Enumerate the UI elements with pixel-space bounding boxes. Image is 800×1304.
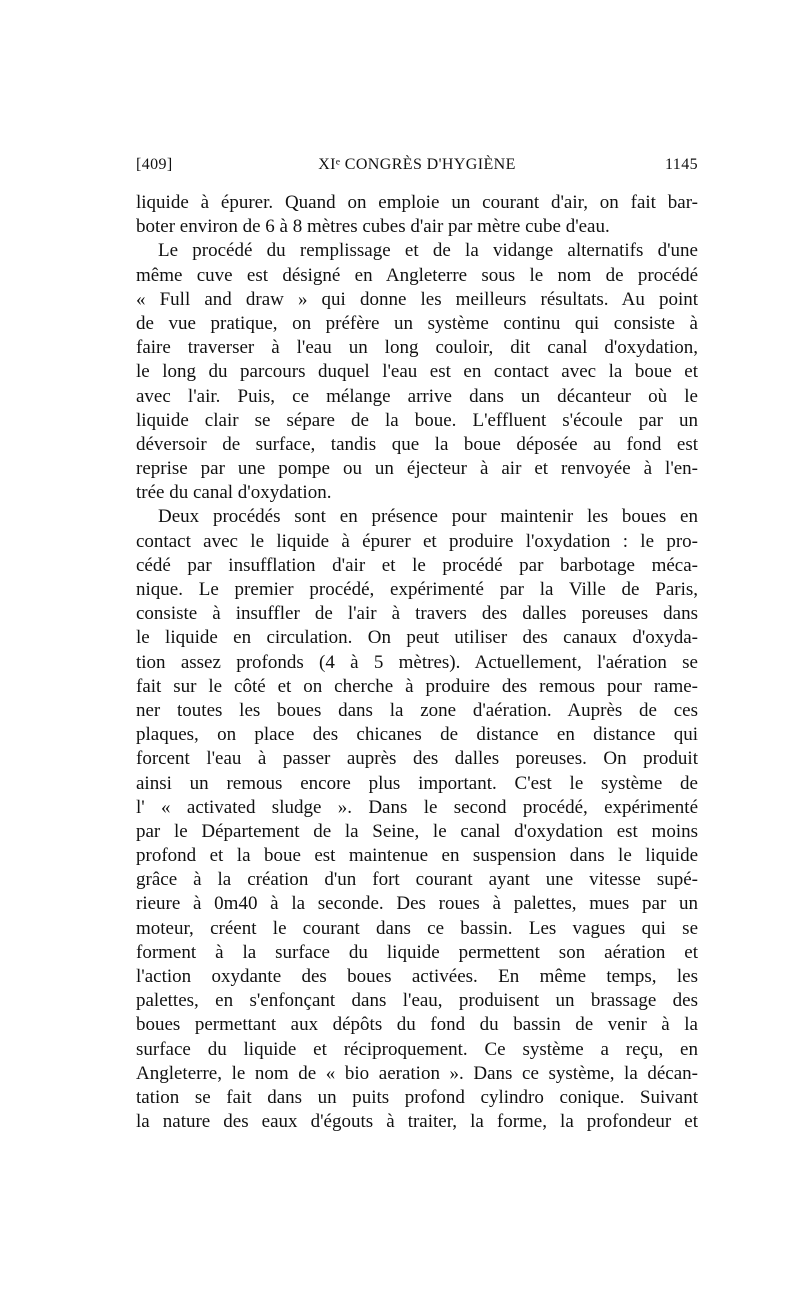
text-line: le liquide en circulation. On peut utiliser des canaux d'oxyda-	[136, 627, 698, 649]
text-line: avec l'air. Puis, ce mélange arrive dans un décanteur où le	[136, 385, 698, 407]
text-line: surface du liquide et réciproquement. Ce système a reçu, en	[136, 1038, 698, 1060]
text-line: ainsi un remous encore plus important. C'est le système de	[136, 772, 698, 794]
text-line: consiste à insuffler de l'air à travers des dalles poreuses dans	[136, 603, 698, 625]
text-line: l'action oxydante des boues activées. En même temps, les	[136, 966, 698, 987]
text-line: plaques, on place des chicanes de distance en distance qui	[136, 724, 698, 746]
text-line: grâce à la création d'un fort courant ayant une vitesse supé-	[136, 869, 698, 891]
text-line: forcent l'eau à passer auprès des dalles poreuses. On produit	[136, 748, 698, 770]
text-line: fait sur le côté et on cherche à produire des remous pour rame-	[136, 675, 698, 697]
text-line: trée du canal d'oxydation.	[136, 482, 332, 504]
text-line: cédé par insufflation d'air et le procédé par barbotage méca-	[136, 554, 698, 576]
running-header	[136, 156, 698, 180]
text-line: faire traverser à l'eau un long couloir, dit canal d'oxydation,	[136, 337, 698, 359]
text-line: contact avec le liquide à épurer et produire l'oxydation : le pro-	[136, 530, 698, 552]
text-line: palettes, en s'enfonçant dans l'eau, produisent un brassage des	[136, 990, 698, 1012]
text-line: Le procédé du remplissage et de la vidange alternatifs d'une	[158, 240, 698, 262]
text-line: déversoir de surface, tandis que la boue déposée au fond est	[136, 433, 698, 455]
text-line: même cuve est désigné en Angleterre sous le nom de procédé	[136, 264, 698, 286]
text-line: tation se fait dans un puits profond cylindro conique. Suivant	[136, 1086, 698, 1108]
body-text	[136, 191, 698, 1134]
text-line: forment à la surface du liquide permettent son aération et	[136, 941, 698, 963]
text-line: le long du parcours duquel l'eau est en contact avec la boue et	[136, 361, 698, 383]
text-line: l' « activated sludge ». Dans le second procédé, expérimenté	[136, 796, 698, 818]
text-line: Angleterre, le nom de « bio aeration ». Dans ce système, la décan-	[136, 1062, 698, 1084]
text-line: profond et la boue est maintenue en suspension dans le liquide	[136, 845, 698, 867]
page-number: 1145	[664, 156, 698, 173]
text-line: ner toutes les boues dans la zone d'aération. Auprès de ces	[136, 699, 698, 721]
text-line: de vue pratique, on préfère un système continu qui consiste à	[136, 312, 698, 334]
text-line: tion assez profonds (4 à 5 mètres). Actuellement, l'aération se	[136, 651, 698, 673]
text-line: reprise par une pompe ou un éjecteur à air et renvoyée à l'en-	[136, 458, 698, 480]
text-line: nique. Le premier procédé, expérimenté par la Ville de Paris,	[136, 579, 698, 600]
text-line: liquide à épurer. Quand on emploie un courant d'air, on fait bar-	[136, 192, 698, 213]
running-title: XIᵉ CONGRÈS D'HYGIÈNE	[318, 156, 516, 173]
text-line: la nature des eaux d'égouts à traiter, la forme, la profondeur et	[136, 1111, 698, 1133]
text-line: moteur, créent le courant dans ce bassin. Les vagues qui se	[136, 917, 698, 939]
text-line: « Full and draw » qui donne les meilleurs résultats. Au point	[136, 288, 698, 310]
text-line: par le Département de la Seine, le canal d'oxydation est moins	[136, 820, 698, 842]
text-line: boues permettant aux dépôts du fond du bassin de venir à la	[136, 1014, 698, 1036]
bracket-page-reference: [409]	[136, 156, 173, 173]
text-line: rieure à 0m40 à la seconde. Des roues à palettes, mues par un	[136, 893, 698, 915]
text-line: Deux procédés sont en présence pour maintenir les boues en	[158, 506, 698, 528]
text-line: boter environ de 6 à 8 mètres cubes d'air par mètre cube d'eau.	[136, 216, 610, 238]
text-line: liquide clair se sépare de la boue. L'effluent s'écoule par un	[136, 409, 698, 431]
